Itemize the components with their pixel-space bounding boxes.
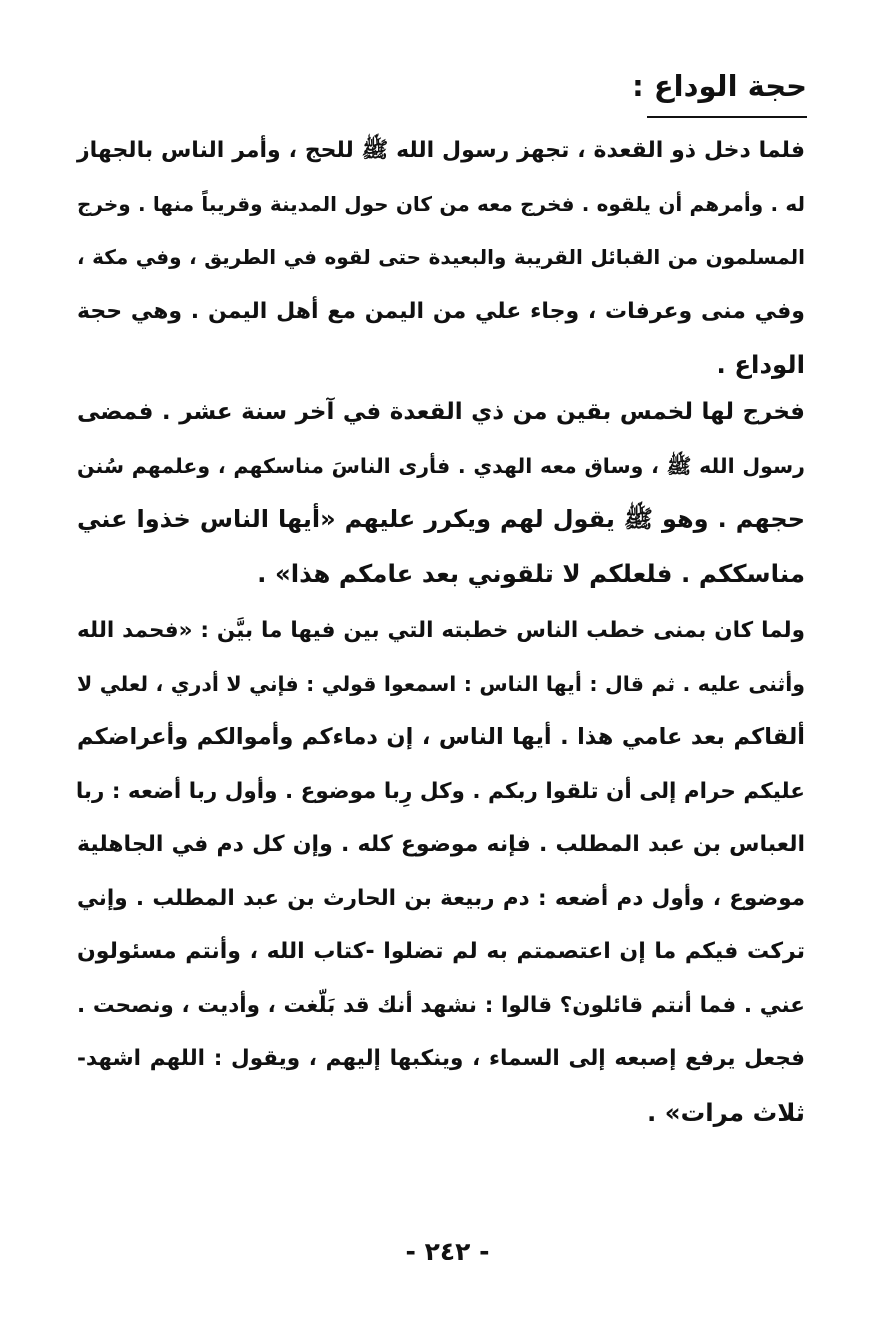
- text-line: عليكم حرام إلى أن تلقوا ربكم . وكل رِبا موضوع . وأول ربا أضعه : ربا: [75, 778, 805, 804]
- section-heading: حجة الوداع :: [632, 69, 807, 103]
- text-line: فجعل يرفع إصبعه إلى السماء ، وينكبها إليهم ، ويقول : اللهم اشهد-: [77, 1046, 805, 1071]
- text-line: عني . فما أنتم قائلون؟ قالوا : نشهد أنك قد بَلّغت ، وأديت ، ونصحت .: [77, 992, 805, 1018]
- text-line: فلما دخل ذو القعدة ، تجهز رسول الله ﷺ للحج ، وأمر الناس بالجهاز: [77, 138, 805, 163]
- text-line: تركت فيكم ما إن اعتصمتم به لم تضلوا -كتاب الله ، وأنتم مسئولون: [77, 939, 805, 964]
- text-line: ولما كان بمنى خطب الناس خطبته التي بين فيها ما بيَّن : «فحمد الله: [77, 618, 805, 643]
- text-line: له . وأمرهم أن يلقوه . فخرج معه من كان حول المدينة وقريباً منها . وخرج: [77, 191, 805, 216]
- paragraph-3: [77, 604, 805, 1139]
- paragraph-2: [77, 386, 805, 600]
- text-line: المسلمون من القبائل القريبة والبعيدة حتى لقوه في الطريق ، وفي مكة ،: [77, 245, 805, 269]
- text-line: ثلاث مرات» .: [646, 1097, 805, 1127]
- paragraph-1: [77, 124, 805, 392]
- text-line: وأثنى عليه . ثم قال : أيها الناس : اسمعوا قولي : فإني لا أدري ، لعلي لا: [77, 671, 805, 696]
- text-line: الوداع .: [716, 350, 805, 379]
- text-line: حجهم . وهو ﷺ يقول لهم ويكرر عليهم «أيها الناس خذوا عني: [77, 505, 805, 533]
- text-line: مناسككم . فلعلكم لا تلقوني بعد عامكم هذا» .: [257, 558, 805, 588]
- text-line: ألقاكم بعد عامي هذا . أيها الناس ، إن دماءكم وأموالكم وأعراضكم: [77, 724, 805, 750]
- text-line: العباس بن عبد المطلب . فإنه موضوع كله . وإن كل دم في الجاهلية: [77, 832, 805, 857]
- text-line: فخرج لها لخمس بقين من ذي القعدة في آخر سنة عشر . فمضى: [77, 399, 805, 425]
- page-number: - ٢٤٢ -: [405, 1237, 490, 1266]
- text-line: وفي منى وعرفات ، وجاء علي من اليمن مع أهل اليمن . وهي حجة: [77, 298, 805, 324]
- text-line: رسول الله ﷺ ، وساق معه الهدي . فأرى الناسَ مناسكهم ، وعلمهم سُنن: [77, 453, 805, 478]
- heading-underline: [647, 116, 807, 118]
- text-line: موضوع ، وأول دم أضعه : دم ربيعة بن الحارث بن عبد المطلب . وإني: [77, 885, 805, 911]
